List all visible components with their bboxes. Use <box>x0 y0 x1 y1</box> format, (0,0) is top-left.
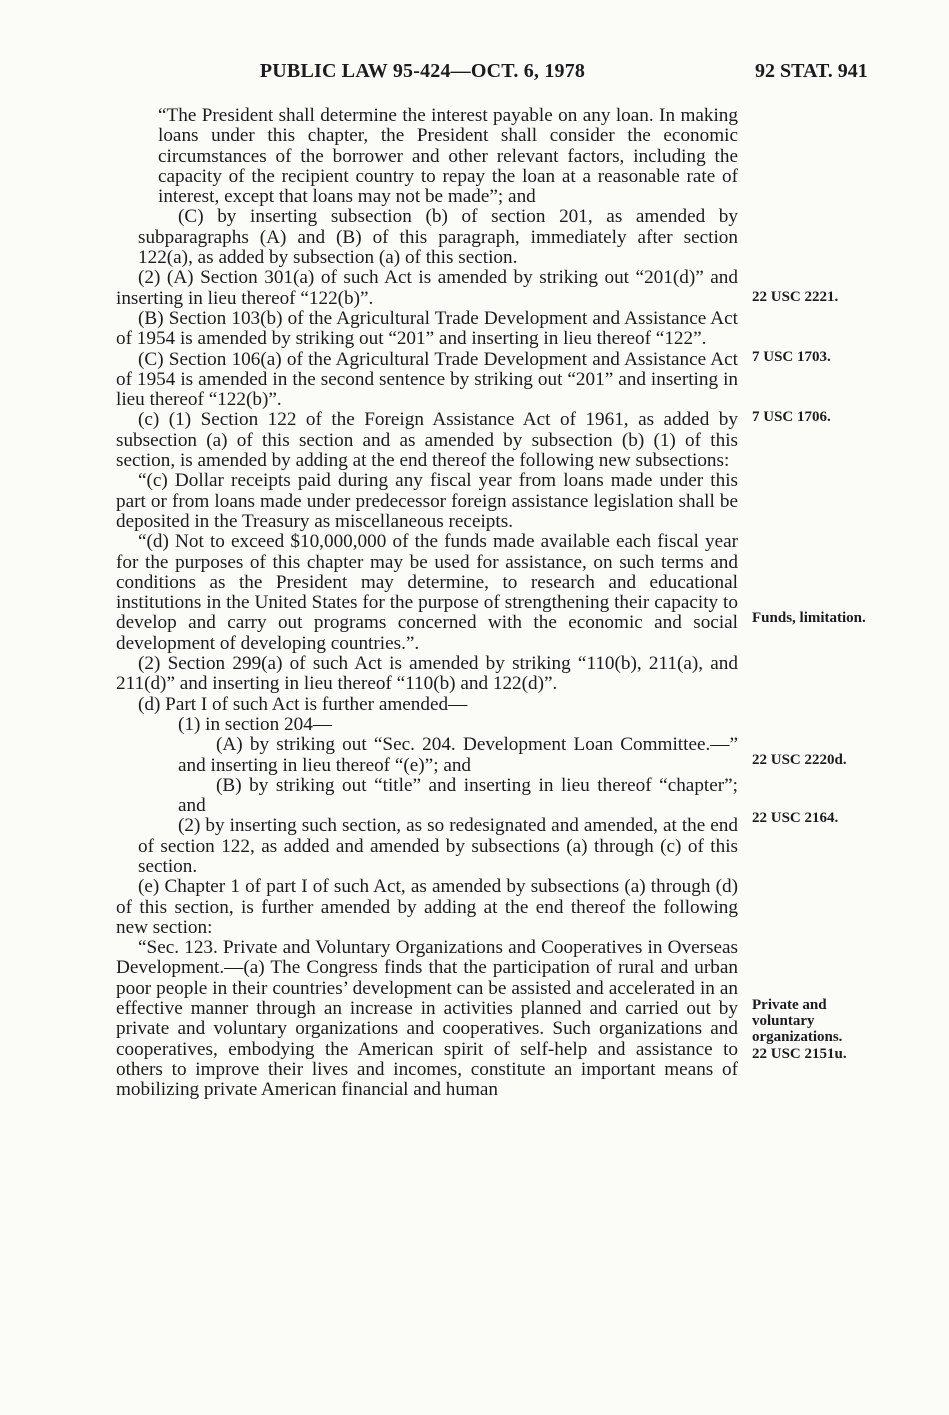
margin-citation: 7 USC 1703. <box>752 349 831 365</box>
paragraph: (2) Section 299(a) of such Act is amended by striking “110(b), 211(a), and 211(d)” and inserting in lieu thereof “110(b) and 122(d)”. <box>116 653 738 695</box>
paragraph: “(d) Not to exceed $10,000,000 of the funds made available each fiscal year for the purposes of this chapter may be used for assistance, on such terms and conditions as the President may determine, to research and educational institutions in the United States for the purpose of strengthening their capacity to develop and carry out programs concerned with the economic and social development of developing countries.”. <box>116 531 738 654</box>
margin-citation: 22 USC 2221. <box>752 289 839 305</box>
margin-note-funds-limitation: Funds, limitation. <box>752 610 866 626</box>
paragraph: (C) Section 106(a) of the Agricultural Trade Development and Assistance Act of 1954 is amended in the second sentence by striking out “201” and inserting in lieu thereof “122(b)”. <box>116 348 738 411</box>
margin-note-private-voluntary: Private and voluntary organizations. <box>752 997 843 1045</box>
paragraph: (d) Part I of such Act is further amended— <box>138 693 468 715</box>
margin-citation: 22 USC 2220d. <box>752 752 847 768</box>
paragraph: (2) by inserting such section, as so redesignated and amended, at the end of section 122, as added and amended by subsections (a) through (c) of this section. <box>138 815 738 877</box>
page-header-stat: 92 STAT. 941 <box>755 60 868 82</box>
paragraph: (e) Chapter 1 of part I of such Act, as amended by subsections (a) through (d) of this section, is further amended by adding at the end thereof the following new section: <box>116 876 738 938</box>
paragraph: “(c) Dollar receipts paid during any fiscal year from loans made under this part or from loans made under predecessor foreign assistance legislation shall be deposited in the Treasury as miscellaneous receipts. <box>116 470 738 532</box>
statute-body <box>116 106 738 1101</box>
paragraph: (B) by striking out “title” and inserting in lieu thereof “chapter”; and <box>178 774 738 817</box>
quoted-paragraph: “The President shall determine the interest payable on any loan. In making loans under this chapter, the President shall consider the economic circumstances of the borrower and other relevant factors, including the capacity of the recipient country to repay the loan at a reasonable rate of interest, except that loans may not be made”; and <box>158 105 738 208</box>
margin-citation: 22 USC 2164. <box>752 810 839 826</box>
margin-citation: 7 USC 1706. <box>752 409 831 425</box>
paragraph: (c) (1) Section 122 of the Foreign Assistance Act of 1961, as added by subsection (a) of this section and as amended by subsection (b) (1) of this section, is amended by adding at the end thereof the following new subsections: <box>116 409 738 472</box>
paragraph: (2) (A) Section 301(a) of such Act is amended by striking out “201(d)” and inserting in lieu thereof “122(b)”. <box>116 267 738 309</box>
margin-citation: 22 USC 2151u. <box>752 1046 847 1062</box>
paragraph: (A) by striking out “Sec. 204. Development Loan Committee.—” and inserting in lieu thereof “(e)”; and <box>178 734 738 776</box>
page-header-title: PUBLIC LAW 95-424—OCT. 6, 1978 <box>259 60 586 82</box>
paragraph: (C) by inserting subsection (b) of section 201, as amended by subparagraphs (A) and (B) of this paragraph, immediately after section 122(a), as added by subsection (a) of this section. <box>138 206 738 269</box>
paragraph: (1) in section 204— <box>178 713 333 735</box>
paragraph: “Sec. 123. Private and Voluntary Organizations and Cooperatives in Overseas Development.—(a) The Congress finds that the participation of rural and urban poor people in their countries’ development can be assisted and accelerated in an effective manner through an increase in activities planned and carried out by private and voluntary organizations and cooperatives. Such organizations and cooperatives, embodying the American spirit of self-help and assistance to others to improve their lives and incomes, constitute an important means of mobilizing private American financial and human <box>116 937 738 1101</box>
paragraph: (B) Section 103(b) of the Agricultural Trade Development and Assistance Act of 1954 is amended by striking out “201” and inserting in lieu thereof “122”. <box>116 307 738 350</box>
